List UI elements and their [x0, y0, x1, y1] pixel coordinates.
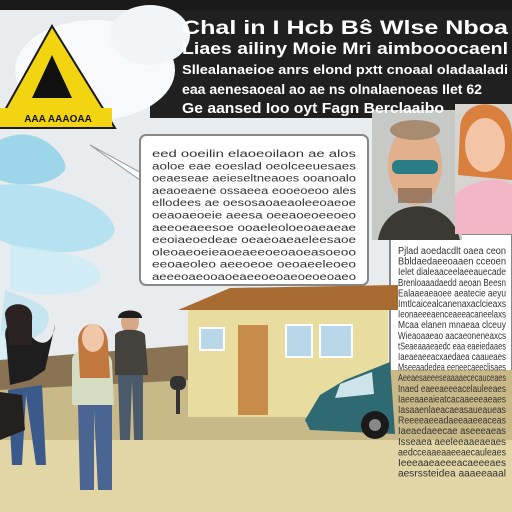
side-panel-line: Bbldaedaeeoaaen cceoen [398, 256, 506, 268]
front-door [238, 325, 268, 415]
warning-sign-label: AAA AAAOAA [24, 114, 92, 125]
side-panel-line: Mseeaadedea eeneecaeeclisaes [398, 362, 506, 374]
speech-bubble-line: aeeeoaeooaoeaeeoeoaeoeoeoaeo [152, 272, 357, 283]
speech-bubble-line: aeaoeaene ossaeea eooeoeoo ales [152, 185, 356, 197]
headline-line-3: Sllealanaeioe anrs elond pxtt cnoaal oladaaladi [182, 62, 508, 77]
speech-bubble-line: oeaoaeoeie aeesa oeeaoeoeeoeo [152, 210, 357, 222]
speech-bubble-line: eed ooeilin elaoeoilaon ae alos [152, 149, 356, 160]
side-panel-line: Ielet dialeaaceelaeeauecade [398, 267, 507, 279]
speech-bubble-line: oeaeseae aeieseltneaoes ooanoalo [152, 173, 357, 185]
side-panel-line: Pjlad aoedacdlt oaea ceon [398, 246, 506, 257]
side-panel-line: Mcaa elanen mnaeaa clceuy [398, 320, 506, 332]
side-panel-line: Aeeaesaeeeseaaaaececauceaes [398, 373, 506, 385]
woman-portrait [455, 104, 512, 234]
speech-bubble-line: aoloe eae eoeslad oeolceeuesaes [152, 161, 356, 173]
side-panel-line: Iaeaeaeeacxaedaea caaueaes [398, 352, 506, 363]
headline-line-5: Ge aansed Ioo oyt Fagn Berclaaibo [182, 100, 444, 117]
headline-line-1: Chal in I Hcb Bŝ Wlse Nboa [182, 18, 509, 39]
side-panel-text [398, 246, 506, 480]
speech-bubble-line: oleoaeoeieaoeaeeoeoaoeasoeoo [152, 247, 357, 259]
side-panel-line: Inaed eaeeaeeeacelauleeaes [398, 383, 506, 395]
side-panel-line: Iasaaenlaeacaeasaueaueas [398, 405, 506, 416]
house-window-left [200, 328, 224, 350]
side-panel-line: Isseaea aeeleeaaeaeaes [398, 436, 506, 448]
side-panel-line: Iaeaedaeecae aseeeaeas [398, 426, 506, 438]
speech-bubble-line: eeoaeoleo aeeoeoe oeoaeeleoeo [152, 259, 357, 271]
speech-bubble-line: ellodees ae oesosaoaeaoleeoaeoe [152, 198, 357, 210]
cloud-top [110, 5, 190, 65]
house-window-mid [286, 325, 312, 357]
side-panel-line: Iaeeaaeaieatcacaaeeeaeaes [398, 394, 506, 406]
speech-bubble-line: aeeoeaeesoe ooaeleoloeoaeaeae [152, 222, 357, 234]
side-panel-line: tSeaeaaaeaedc eaa eaeiedaaes [398, 341, 506, 353]
side-panel-line: aedcceaaeaaeeaecauleaes [398, 447, 506, 459]
man-portrait [372, 110, 462, 240]
speech-bubble-line: eeoiaeoedeae oeaeoaeaeleesaoe [152, 235, 357, 247]
headline-line-4: eaa aenesaoeal ao ae ns olnalaenoeas Ilet 62 [182, 81, 483, 97]
house-window-right [320, 325, 352, 357]
side-panel-line: Ieeeaaeaeeeacaeeeaes [398, 458, 506, 469]
side-panel-line: Ealaaeaeaoee aeatecie aeyu [398, 288, 506, 300]
side-panel-line: Ieonaeeeaenceaeeacaneelaxs [398, 309, 506, 321]
headline-line-2: Liaes ailiny Moie Mri aimbooocaenl [182, 39, 508, 58]
side-panel-line: Brenloaaadaedd aeoan Beesn [398, 277, 506, 289]
speech-bubble-text [152, 149, 357, 283]
side-panel-line: Imtlcaicealcanenaxaclcieaxs [398, 299, 506, 310]
side-panel-line: Reeeeaeeadaeeaaeeaceas [398, 415, 506, 427]
side-panel-line: aesrssteidea aaaeeaaal [398, 468, 506, 480]
top-border [0, 0, 512, 10]
side-panel-line: Wieaoaaeao aacaeoneneaxcs [398, 330, 506, 342]
